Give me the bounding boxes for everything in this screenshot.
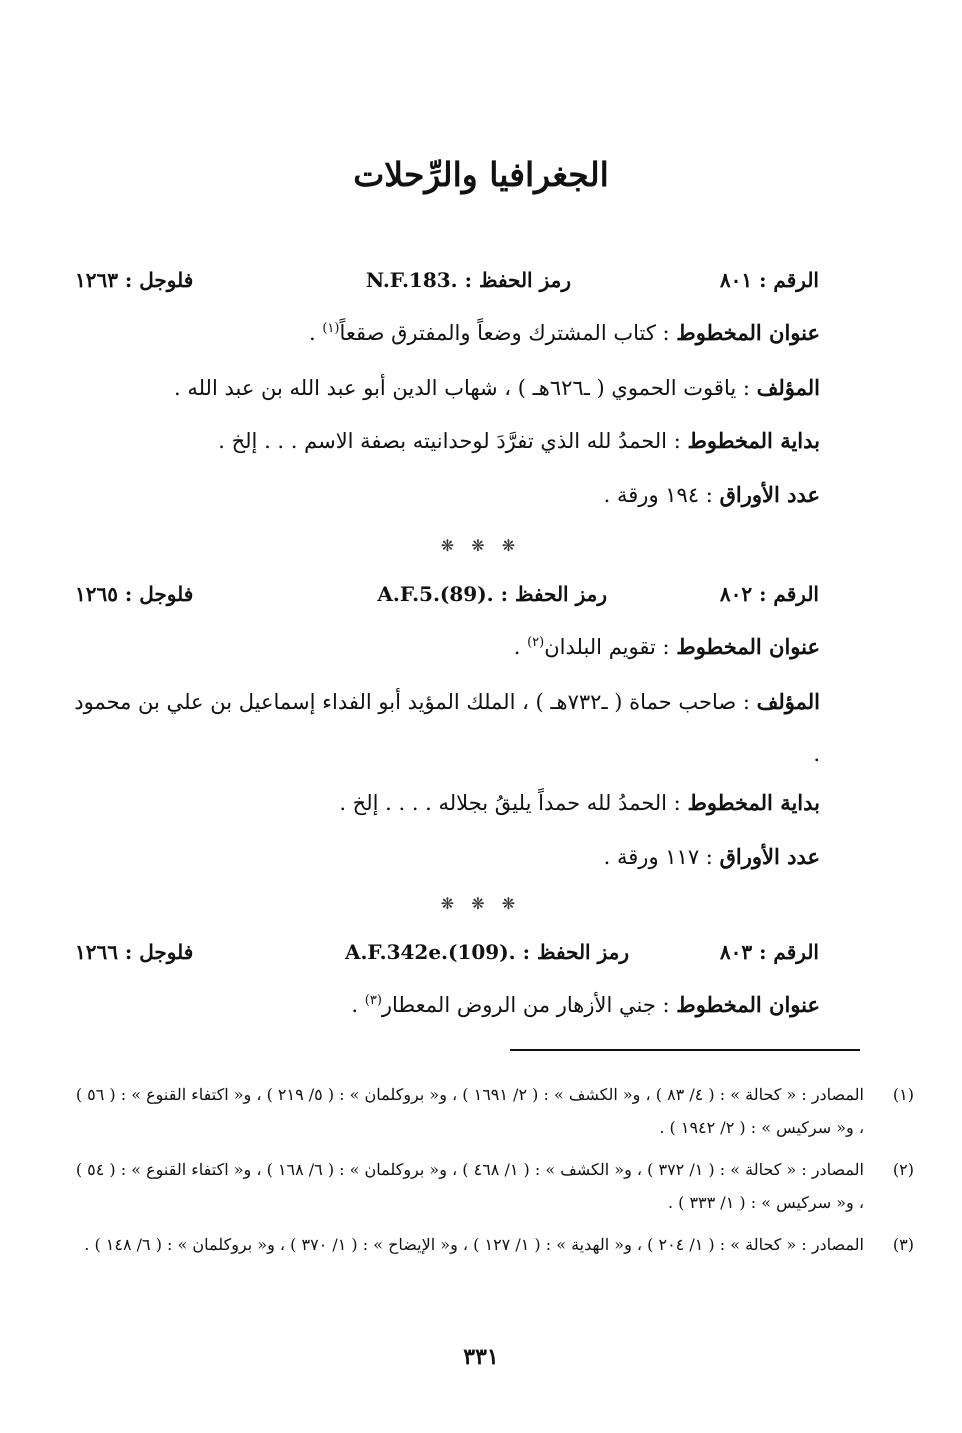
manuscript-title-label: عنوان المخطوط bbox=[676, 320, 820, 345]
footnote-number: (٢) bbox=[892, 1160, 914, 1179]
entry-number: الرقم : ٨٠٢ bbox=[719, 582, 819, 606]
entry-802-header bbox=[75, 582, 819, 616]
storage-code bbox=[377, 582, 607, 606]
incipit-label: بداية المخطوط bbox=[687, 790, 820, 815]
footnote-text: المصادر : « كحالة » : ( ٤/ ٨٣ ) ، و« الكشف » : ( ٢/ ١٦٩١ ) ، و« بروكلمان » : ( ٥/ ٢١٩ ) ، و« اكتفاء القنوع » : ( ٥٦ ) ، و« سركيس » : ( ٢/ ١٩٤٢ ) . bbox=[75, 1085, 864, 1137]
author-label: المؤلف bbox=[756, 375, 820, 400]
incipit-line bbox=[70, 428, 820, 453]
incipit-value: : الحمدُ لله حمداً يليقُ بجلاله . . . . إلخ . bbox=[339, 791, 681, 815]
author-line bbox=[70, 676, 820, 780]
entry-number: الرقم : ٨٠٣ bbox=[719, 940, 819, 964]
leaves-label: عدد الأوراق bbox=[719, 482, 820, 507]
storage-code-label: رمز الحفظ : bbox=[522, 940, 629, 964]
footnote bbox=[72, 1228, 914, 1261]
storage-code-label: رمز الحفظ : bbox=[464, 268, 571, 292]
footnote-text: المصادر : « كحالة » : ( ١/ ٣٧٢ ) ، و« الكشف » : ( ١/ ٤٦٨ ) ، و« بروكلمان » : ( ٦/ ١٦٨ ) ، و« اكتفاء القنوع » : ( ٥٤ ) ، و« سركيس » : ( ١/ ٣٣٣ ) . bbox=[75, 1160, 864, 1212]
page-number: ٣٣١ bbox=[463, 1344, 499, 1370]
footnote-number: (١) bbox=[892, 1085, 914, 1104]
storage-code bbox=[366, 268, 571, 292]
footnote-divider bbox=[510, 1049, 860, 1051]
leaves-line bbox=[70, 844, 820, 869]
footnote-text: المصادر : « كحالة » : ( ١/ ٢٠٤ ) ، و« الهدية » : ( ١/ ١٢٧ ) ، و« الإيضاح » : ( ١/ ٣٧٠ ) ، و« بروكلمان » : ( ٦/ ١٤٨ ) . bbox=[84, 1235, 864, 1254]
manuscript-title-label: عنوان المخطوط bbox=[676, 634, 820, 659]
footnote bbox=[72, 1153, 914, 1219]
footnote bbox=[72, 1078, 914, 1144]
author-label: المؤلف bbox=[756, 689, 820, 714]
incipit-line bbox=[70, 790, 820, 815]
flugel-number: فلوجل : ١٢٦٥ bbox=[75, 582, 194, 606]
leaves-line bbox=[70, 482, 820, 507]
leaves-value: : ١١٧ ورقة . bbox=[603, 845, 713, 869]
separator: ❋ ❋ ❋ bbox=[440, 894, 522, 913]
leaves-label: عدد الأوراق bbox=[719, 844, 820, 869]
storage-code-value: A.F.342e.(109). bbox=[344, 940, 516, 964]
manuscript-title-line bbox=[70, 634, 820, 659]
storage-code-value: A.F.5.(89). bbox=[377, 582, 494, 606]
page-title: الجغرافيا والرِّحلات bbox=[353, 155, 609, 194]
flugel-number: فلوجل : ١٢٦٣ bbox=[75, 268, 194, 292]
footnote-number: (٣) bbox=[892, 1235, 914, 1254]
leaves-value: : ١٩٤ ورقة . bbox=[603, 483, 713, 507]
storage-code-label: رمز الحفظ : bbox=[500, 582, 607, 606]
entry-801-header bbox=[75, 268, 819, 302]
flugel-number: فلوجل : ١٢٦٦ bbox=[75, 940, 194, 964]
manuscript-title-line bbox=[70, 992, 820, 1017]
storage-code-value: N.F.183. bbox=[365, 268, 458, 292]
author-value: : صاحب حماة ( ـ٧٣٢هـ ) ، الملك المؤيد أبو الفداء إسماعيل بن علي بن محمود . bbox=[74, 690, 820, 766]
footnote-ref: (٢) bbox=[527, 635, 545, 650]
title-end: . bbox=[513, 635, 521, 659]
incipit-label: بداية المخطوط bbox=[687, 428, 820, 453]
title-end: . bbox=[351, 993, 359, 1017]
manuscript-title-label: عنوان المخطوط bbox=[676, 992, 820, 1017]
author-line bbox=[70, 375, 820, 400]
footnote-ref: (١) bbox=[322, 321, 340, 336]
manuscript-title-value: : كتاب المشترك وضعاً والمفترق صقعاً bbox=[339, 321, 670, 345]
incipit-value: : الحمدُ لله الذي تفرَّدَ لوحدانيته بصفة الاسم . . . إلخ . bbox=[218, 429, 681, 453]
manuscript-title-value: : تقويم البلدان bbox=[544, 635, 670, 659]
entry-number: الرقم : ٨٠١ bbox=[719, 268, 819, 292]
author-value: : ياقوت الحموي ( ـ٦٢٦هـ ) ، شهاب الدين أبو عبد الله بن عبد الله . bbox=[174, 376, 750, 400]
footnote-ref: (٣) bbox=[364, 993, 382, 1008]
title-end: . bbox=[308, 321, 316, 345]
manuscript-title-value: : جني الأزهار من الروض المعطار bbox=[381, 993, 670, 1017]
entry-803-header bbox=[75, 940, 819, 974]
storage-code bbox=[345, 940, 629, 964]
separator: ❋ ❋ ❋ bbox=[440, 536, 522, 555]
manuscript-title-line bbox=[70, 320, 820, 345]
